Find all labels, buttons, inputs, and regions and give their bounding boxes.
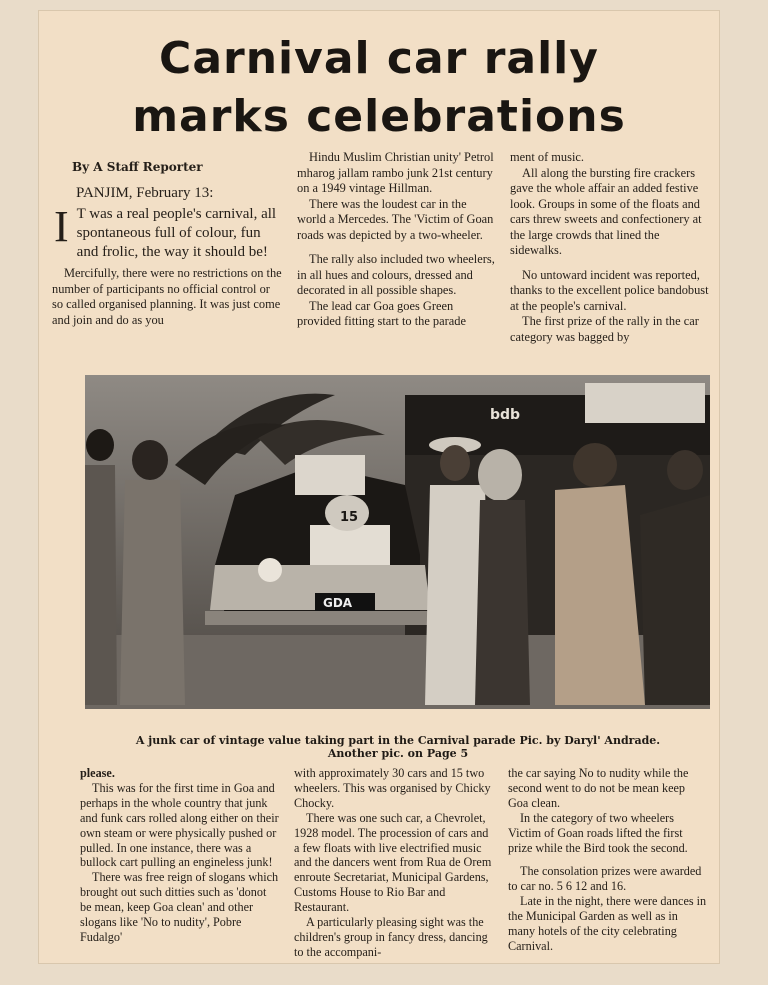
caption-line-2: Another pic. on Page 5 [327,747,469,760]
col2-paragraph-2: There was the loudest car in the world a Mercedes. The 'Victim of Goan roads was depicted by a two-wheeler. [297,196,494,242]
caption-line-1: A junk car of vintage value taking part in the Carnival parade Pic. by Daryl' Andrade. [135,734,661,747]
news-photo [85,375,710,709]
cont-col3-paragraph-1: the car saying No to nudity while the second went to do not be mean keep Goa clean. [508,766,689,810]
plate-text: GDA [323,596,353,610]
photo-illustration [85,375,710,709]
cont-col1-paragraph-1: please. [80,766,115,780]
cont-col3-paragraph-3: The consolation prizes were awarded to car no. 5 6 12 and 16. [508,864,702,894]
col2-paragraph-4: The lead car Goa goes Green provided fitting start to the parade [297,298,466,328]
cont-col3-paragraph-4: Late in the night, there were dances in the Municipal Garden as well as in many hotels of the city celebrating Carnival. [508,894,707,953]
car-number-text: 15 [340,510,359,525]
col3-paragraph-1: ment of music. [510,150,584,164]
headline-line-2: marks celebrations [132,91,626,142]
continuation-column-2 [294,766,494,960]
col1-paragraph: Mercifully, there were no restrictions on the number of participants no official control or so called organised planning. It was just come and join and do as you [52,266,282,327]
cont-col1-paragraph-2: This was for the first time in Goa and perhaps in the whole country that junk and funk cars rolled along either on their own steam or were physically pushed or pulled. In one instance, there was a bullock cart pulling an engineless junk! [80,780,279,870]
cont-col1-paragraph-3: There was free reign of slogans which brought out such ditties such as 'donot be mean, keep Goa clean' and other slogans like 'No to nudity', Pobre Fudalgo' [80,870,279,944]
headline [38,30,720,146]
photo-caption [98,734,698,760]
newspaper-clipping [38,10,720,964]
cont-col2-paragraph-1: with approximately 30 cars and 15 two wheelers. This was organised by Chicky Chocky. [294,766,491,810]
byline: By A Staff Reporter [72,160,203,174]
col2-paragraph-3: The rally also included two wheelers, in all hues and colours, dressed and decorated in all possible shapes. [297,252,495,297]
continuation-column-1 [80,766,280,945]
col3-paragraph-3: No untoward incident was reported, thanks to the excellent police bandobust at the people's carnival. [510,267,709,313]
cont-col2-paragraph-3: A particularly pleasing sight was the children's group in fancy dress, dancing to the accompani- [294,915,488,959]
dateline: PANJIM, February 13: [76,184,214,201]
lead-paragraph [52,202,284,262]
cont-col2-paragraph-2: There was one such car, a Chevrolet, 1928 model. The procession of cars and a few floats with live electrified music and the dancers went from Rua de Orem enroute Secretariat, Municipal Gardens, Customs House to Rio Bar and Restaurant. [294,810,492,915]
article-column-3 [510,150,710,345]
drop-cap: I [54,202,69,251]
article-column-1 [52,160,284,328]
shop-sign-text: bdb [490,407,521,423]
col3-paragraph-2: All along the bursting fire crackers gave the whole affair an added festive look. Groups in some of the floats and cars threw sweets and confectionery at the large crowds that lined the sidewalks. [510,165,702,257]
col3-paragraph-4: The first prize of the rally in the car category was bagged by [510,314,699,344]
continuation-column-3 [508,766,708,954]
col2-paragraph-1: Hindu Muslim Christian unity' Petrol mharog jallam rambo junk 21st century on a 1949 vintage Hillman. [297,150,494,195]
cont-col3-paragraph-2: In the category of two wheelers Victim of Goan roads lifted the first prize while the Bird took the second. [508,810,688,855]
article-column-2 [297,150,497,330]
headline-line-1: Carnival car rally [159,33,599,84]
lead-text: T was a real people's carnival, all spontaneous full of colour, fun and frolic, the way it should be! [76,206,277,260]
